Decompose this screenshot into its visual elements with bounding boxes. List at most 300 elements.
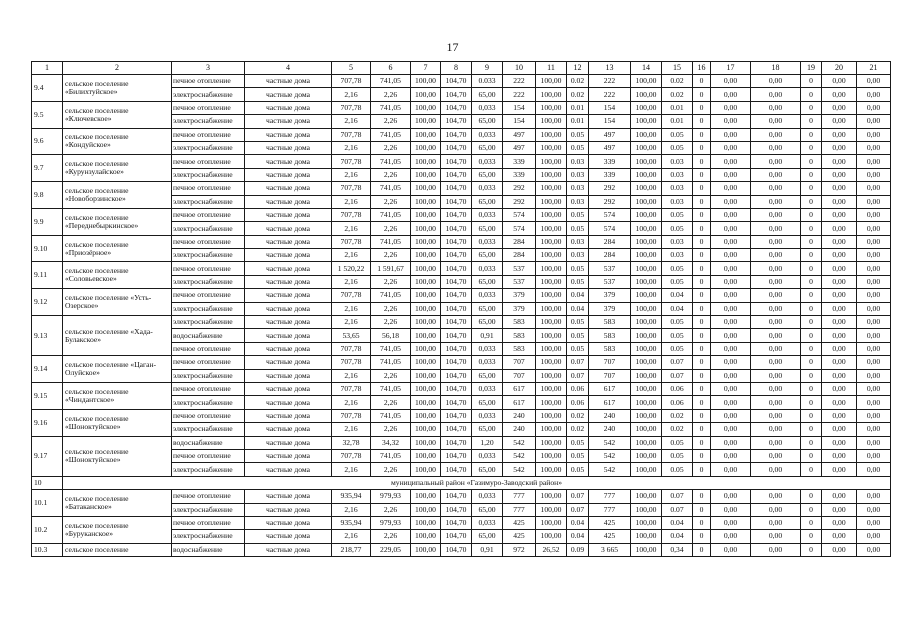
table-cell: 741,05 bbox=[371, 128, 411, 141]
table-cell: 100,00 bbox=[631, 262, 662, 275]
table-cell: 104,70 bbox=[441, 369, 472, 382]
table-cell: частные дома bbox=[245, 329, 332, 342]
settlement-name: сельское поселение «Усть-Озерское» bbox=[63, 289, 172, 316]
table-cell: 104,70 bbox=[441, 262, 472, 275]
table-cell: 0 bbox=[693, 423, 711, 436]
table-cell: 100,00 bbox=[631, 369, 662, 382]
table-cell: 100,00 bbox=[411, 128, 441, 141]
table-cell: 0,00 bbox=[751, 115, 801, 128]
settlement-name: сельское поселение «Кондуйское» bbox=[63, 128, 172, 155]
table-cell: 100,00 bbox=[536, 316, 567, 329]
table-cell: 0 bbox=[693, 503, 711, 516]
table-cell: электроснабжение bbox=[172, 195, 245, 208]
column-header: 20 bbox=[822, 62, 857, 75]
table-cell: 222 bbox=[503, 75, 536, 88]
table-cell: 104,70 bbox=[441, 342, 472, 355]
table-cell: 0.03 bbox=[662, 182, 693, 195]
table-cell: 104,70 bbox=[441, 409, 472, 422]
table-cell: 0 bbox=[801, 530, 822, 543]
table-cell: 292 bbox=[589, 195, 631, 208]
table-cell: 100,00 bbox=[631, 316, 662, 329]
table-cell: 100,00 bbox=[536, 208, 567, 221]
table-cell: 104,70 bbox=[441, 503, 472, 516]
table-cell: 979,93 bbox=[371, 490, 411, 503]
table-cell: 104,70 bbox=[441, 356, 472, 369]
table-cell: 56,18 bbox=[371, 329, 411, 342]
table-cell: 0,00 bbox=[822, 316, 857, 329]
table-cell: 104,70 bbox=[441, 249, 472, 262]
table-cell: 0 bbox=[693, 543, 711, 556]
table-cell: 0 bbox=[801, 449, 822, 462]
table-cell: 741,05 bbox=[371, 235, 411, 248]
table-cell: 0.09 bbox=[567, 543, 589, 556]
table-cell: 292 bbox=[503, 195, 536, 208]
table-cell: 0,00 bbox=[857, 516, 891, 529]
table-cell: частные дома bbox=[245, 195, 332, 208]
table-cell: 0,00 bbox=[857, 543, 891, 556]
table-cell: 2,16 bbox=[332, 369, 371, 382]
table-cell: 104,70 bbox=[441, 168, 472, 181]
table-cell: 104,70 bbox=[441, 101, 472, 114]
table-cell: 707,78 bbox=[332, 342, 371, 355]
table-cell: 104,70 bbox=[441, 155, 472, 168]
table-cell: 0,00 bbox=[751, 155, 801, 168]
table-cell: частные дома bbox=[245, 382, 332, 395]
table-cell: 0,00 bbox=[711, 141, 751, 154]
table-cell: 0 bbox=[693, 155, 711, 168]
table-cell: 0,00 bbox=[711, 329, 751, 342]
table-cell: 0,00 bbox=[751, 168, 801, 181]
table-cell: 0 bbox=[801, 275, 822, 288]
table-cell: 583 bbox=[589, 316, 631, 329]
table-cell: 542 bbox=[589, 463, 631, 476]
table-cell: 104,70 bbox=[441, 490, 472, 503]
table-cell: 0,00 bbox=[822, 168, 857, 181]
table-cell: 542 bbox=[589, 449, 631, 462]
table-cell: 100,00 bbox=[631, 249, 662, 262]
table-cell: 100,00 bbox=[631, 115, 662, 128]
table-cell: 65,00 bbox=[472, 88, 503, 101]
table-cell: 0,00 bbox=[822, 329, 857, 342]
table-cell: 100,00 bbox=[631, 182, 662, 195]
table-cell: 240 bbox=[589, 423, 631, 436]
table-cell: 497 bbox=[589, 141, 631, 154]
table-cell: 104,70 bbox=[441, 449, 472, 462]
table-cell: 0,00 bbox=[857, 168, 891, 181]
table-cell: 100,00 bbox=[411, 249, 441, 262]
table-cell: 0 bbox=[693, 275, 711, 288]
table-cell: частные дома bbox=[245, 449, 332, 462]
table-cell: 100,00 bbox=[631, 235, 662, 248]
table-cell: 65,00 bbox=[472, 530, 503, 543]
table-cell: электроснабжение bbox=[172, 115, 245, 128]
row-index: 10.2 bbox=[32, 516, 63, 543]
table-cell: 0,00 bbox=[751, 195, 801, 208]
table-cell: 65,00 bbox=[472, 396, 503, 409]
table-cell: 583 bbox=[589, 342, 631, 355]
table-cell: 0.05 bbox=[567, 141, 589, 154]
table-cell: 0,00 bbox=[711, 356, 751, 369]
settlement-name: сельское поселение «Буруканское» bbox=[63, 516, 172, 543]
table-cell: 100,00 bbox=[536, 382, 567, 395]
table-cell: 100,00 bbox=[536, 356, 567, 369]
table-cell: 0,00 bbox=[751, 409, 801, 422]
table-cell: 100,00 bbox=[631, 128, 662, 141]
table-cell: 0 bbox=[801, 262, 822, 275]
table-cell: 0 bbox=[801, 182, 822, 195]
table-cell: 0.06 bbox=[567, 382, 589, 395]
table-cell: 2,16 bbox=[332, 396, 371, 409]
table-cell: 0 bbox=[801, 235, 822, 248]
table-cell: 0,00 bbox=[751, 396, 801, 409]
column-header: 6 bbox=[371, 62, 411, 75]
table-cell: 104,70 bbox=[441, 128, 472, 141]
table-cell: 104,70 bbox=[441, 88, 472, 101]
table-cell: 0,00 bbox=[822, 369, 857, 382]
table-cell: 0.03 bbox=[567, 182, 589, 195]
table-cell: 100,00 bbox=[411, 382, 441, 395]
table-cell: частные дома bbox=[245, 168, 332, 181]
table-cell: 0,00 bbox=[711, 490, 751, 503]
table-row bbox=[32, 128, 891, 141]
table-cell: 0.05 bbox=[567, 449, 589, 462]
table-cell: 0,00 bbox=[822, 543, 857, 556]
table-cell: 0,00 bbox=[857, 75, 891, 88]
table-cell: 100,00 bbox=[536, 530, 567, 543]
table-cell: 0 bbox=[693, 168, 711, 181]
table-cell: 0 bbox=[801, 543, 822, 556]
table-cell: 979,93 bbox=[371, 516, 411, 529]
table-cell: 0.03 bbox=[567, 195, 589, 208]
table-cell: 0.07 bbox=[662, 490, 693, 503]
column-header: 15 bbox=[662, 62, 693, 75]
table-cell: 0.01 bbox=[567, 101, 589, 114]
settlement-name: сельское поселение «Шоноктуйское» bbox=[63, 409, 172, 436]
table-cell: 0.05 bbox=[567, 463, 589, 476]
table-cell: 379 bbox=[503, 289, 536, 302]
table-cell: 0.05 bbox=[662, 436, 693, 449]
table-cell: 104,70 bbox=[441, 543, 472, 556]
table-cell: 100,00 bbox=[536, 449, 567, 462]
table-cell: 100,00 bbox=[411, 543, 441, 556]
table-cell: 100,00 bbox=[631, 530, 662, 543]
table-cell: 0.02 bbox=[567, 423, 589, 436]
table-cell: 0 bbox=[693, 249, 711, 262]
table-cell: 0.05 bbox=[567, 275, 589, 288]
table-cell: 707,78 bbox=[332, 449, 371, 462]
column-header: 11 bbox=[536, 62, 567, 75]
table-cell: 0.05 bbox=[567, 342, 589, 355]
table-cell: 537 bbox=[503, 262, 536, 275]
table-cell: 0,00 bbox=[751, 463, 801, 476]
table-cell: 707,78 bbox=[332, 409, 371, 422]
table-cell: 741,05 bbox=[371, 289, 411, 302]
table-cell: 0,00 bbox=[822, 262, 857, 275]
table-cell: 100,00 bbox=[411, 316, 441, 329]
table-cell: частные дома bbox=[245, 128, 332, 141]
table-cell: 0,00 bbox=[751, 342, 801, 355]
table-cell: 2,16 bbox=[332, 423, 371, 436]
table-cell: 0.03 bbox=[567, 168, 589, 181]
table-cell: 0,00 bbox=[857, 530, 891, 543]
table-cell: 1 520,22 bbox=[332, 262, 371, 275]
table-cell: 100,00 bbox=[536, 262, 567, 275]
settlement-name: сельское поселение «Ключевское» bbox=[63, 101, 172, 128]
settlement-name: сельское поселение «Билихтуйское» bbox=[63, 75, 172, 102]
table-cell: 0.05 bbox=[567, 208, 589, 221]
table-cell: 0 bbox=[801, 329, 822, 342]
table-cell: 0.03 bbox=[662, 249, 693, 262]
table-cell: 537 bbox=[503, 275, 536, 288]
table-cell: печное отопление bbox=[172, 75, 245, 88]
table-cell: 0.07 bbox=[662, 503, 693, 516]
table-cell: 104,70 bbox=[441, 302, 472, 315]
table-cell: 104,70 bbox=[441, 329, 472, 342]
table-cell: 229,05 bbox=[371, 543, 411, 556]
table-cell: 2,26 bbox=[371, 530, 411, 543]
table-cell: 0 bbox=[693, 222, 711, 235]
table-cell: 284 bbox=[503, 235, 536, 248]
settlement-name: сельское поселение «Шоноктуйское» bbox=[63, 436, 172, 476]
table-cell: 0 bbox=[693, 530, 711, 543]
table-cell: 777 bbox=[503, 490, 536, 503]
table-cell: 104,70 bbox=[441, 530, 472, 543]
table-cell: электроснабжение bbox=[172, 275, 245, 288]
table-cell: 0,033 bbox=[472, 449, 503, 462]
table-row bbox=[32, 490, 891, 503]
table-cell: 65,00 bbox=[472, 195, 503, 208]
table-cell: частные дома bbox=[245, 141, 332, 154]
table-cell: 104,70 bbox=[441, 516, 472, 529]
table-cell: частные дома bbox=[245, 503, 332, 516]
table-cell: 100,00 bbox=[411, 75, 441, 88]
table-cell: 0.01 bbox=[662, 101, 693, 114]
table-cell: 100,00 bbox=[536, 369, 567, 382]
table-cell: 100,00 bbox=[536, 409, 567, 422]
column-header: 17 bbox=[711, 62, 751, 75]
table-cell: печное отопление bbox=[172, 262, 245, 275]
table-cell: 574 bbox=[589, 208, 631, 221]
table-cell: печное отопление bbox=[172, 516, 245, 529]
table-cell: 0 bbox=[693, 88, 711, 101]
table-cell: 154 bbox=[589, 115, 631, 128]
column-header: 16 bbox=[693, 62, 711, 75]
table-cell: 100,00 bbox=[411, 275, 441, 288]
table-cell: 100,00 bbox=[411, 262, 441, 275]
table-cell: 0.03 bbox=[662, 168, 693, 181]
table-cell: 0,00 bbox=[822, 436, 857, 449]
table-cell: 0.07 bbox=[567, 503, 589, 516]
table-cell: печное отопление bbox=[172, 182, 245, 195]
table-cell: 100,00 bbox=[536, 396, 567, 409]
table-cell: 104,70 bbox=[441, 235, 472, 248]
table-cell: 0,00 bbox=[751, 101, 801, 114]
column-header: 19 bbox=[801, 62, 822, 75]
table-cell: частные дома bbox=[245, 423, 332, 436]
column-header: 1 bbox=[32, 62, 63, 75]
settlement-name: сельское поселение «Переднебыркинское» bbox=[63, 208, 172, 235]
table-cell: печное отопление bbox=[172, 356, 245, 369]
table-cell: 104,70 bbox=[441, 423, 472, 436]
table-cell: 0 bbox=[693, 329, 711, 342]
table-cell: 0,00 bbox=[857, 382, 891, 395]
table-cell: 707,78 bbox=[332, 155, 371, 168]
table-cell: 0 bbox=[801, 75, 822, 88]
table-cell: 100,00 bbox=[536, 516, 567, 529]
table-cell: 100,00 bbox=[536, 289, 567, 302]
table-cell: 0,033 bbox=[472, 356, 503, 369]
table-cell: 100,00 bbox=[631, 449, 662, 462]
table-cell: 0,00 bbox=[711, 369, 751, 382]
table-cell: 0,00 bbox=[751, 503, 801, 516]
table-cell: 0,00 bbox=[822, 356, 857, 369]
table-cell: 0,00 bbox=[857, 249, 891, 262]
header-row bbox=[32, 62, 891, 75]
column-header: 4 bbox=[245, 62, 332, 75]
table-cell: водоснабжение bbox=[172, 329, 245, 342]
table-cell: 497 bbox=[503, 141, 536, 154]
table-cell: 0 bbox=[801, 208, 822, 221]
table-cell: 65,00 bbox=[472, 423, 503, 436]
column-header: 3 bbox=[172, 62, 245, 75]
table-cell: 542 bbox=[503, 449, 536, 462]
table-cell: 0 bbox=[801, 503, 822, 516]
table-cell: 425 bbox=[589, 530, 631, 543]
row-index: 9.10 bbox=[32, 235, 63, 262]
table-cell: 222 bbox=[589, 75, 631, 88]
table-cell: 0 bbox=[801, 382, 822, 395]
table-cell: 0.04 bbox=[662, 516, 693, 529]
district-label: муниципальный район «Газимуро-Заводский район» bbox=[63, 476, 891, 489]
table-cell: 0,00 bbox=[711, 409, 751, 422]
table-cell: 583 bbox=[503, 316, 536, 329]
table-cell: частные дома bbox=[245, 316, 332, 329]
table-cell: 0.05 bbox=[567, 436, 589, 449]
table-cell: 100,00 bbox=[631, 382, 662, 395]
table-row bbox=[32, 436, 891, 449]
table-cell: 2,16 bbox=[332, 141, 371, 154]
table-cell: 0,00 bbox=[857, 88, 891, 101]
table-cell: 100,00 bbox=[411, 88, 441, 101]
table-row bbox=[32, 382, 891, 395]
column-header: 18 bbox=[751, 62, 801, 75]
table-cell: 741,05 bbox=[371, 101, 411, 114]
table-cell: 2,26 bbox=[371, 115, 411, 128]
table-cell: 497 bbox=[503, 128, 536, 141]
table-cell: 34,32 bbox=[371, 436, 411, 449]
table-cell: 65,00 bbox=[472, 316, 503, 329]
table-cell: водоснабжение bbox=[172, 543, 245, 556]
table-cell: 0 bbox=[801, 155, 822, 168]
table-cell: 777 bbox=[589, 503, 631, 516]
table-cell: 583 bbox=[503, 342, 536, 355]
table-cell: 497 bbox=[589, 128, 631, 141]
table-cell: 0.07 bbox=[567, 356, 589, 369]
table-cell: 0.07 bbox=[662, 369, 693, 382]
table-cell: 0,00 bbox=[751, 88, 801, 101]
table-cell: 0,00 bbox=[857, 182, 891, 195]
table-cell: 379 bbox=[589, 302, 631, 315]
row-index: 9.9 bbox=[32, 208, 63, 235]
row-index: 9.16 bbox=[32, 409, 63, 436]
table-cell: 0,00 bbox=[857, 141, 891, 154]
table-cell: 100,00 bbox=[631, 275, 662, 288]
table-cell: 284 bbox=[589, 249, 631, 262]
table-cell: 2,26 bbox=[371, 423, 411, 436]
table-cell: 0,00 bbox=[857, 369, 891, 382]
table-cell: 0,00 bbox=[751, 449, 801, 462]
table-cell: 339 bbox=[589, 155, 631, 168]
table-cell: 0.03 bbox=[567, 235, 589, 248]
row-index: 9.12 bbox=[32, 289, 63, 316]
table-cell: 707 bbox=[589, 356, 631, 369]
table-cell: 0,00 bbox=[711, 182, 751, 195]
table-cell: 0,00 bbox=[822, 289, 857, 302]
table-cell: 292 bbox=[503, 182, 536, 195]
table-cell: 0.07 bbox=[662, 356, 693, 369]
table-cell: 65,00 bbox=[472, 249, 503, 262]
table-cell: 100,00 bbox=[631, 141, 662, 154]
table-cell: 0.04 bbox=[662, 530, 693, 543]
table-cell: 0 bbox=[693, 369, 711, 382]
table-cell: 0.06 bbox=[567, 396, 589, 409]
table-cell: 0,00 bbox=[822, 463, 857, 476]
table-cell: 0,00 bbox=[751, 516, 801, 529]
table-cell: 0,00 bbox=[857, 436, 891, 449]
table-cell: 537 bbox=[589, 275, 631, 288]
table-cell: частные дома bbox=[245, 249, 332, 262]
table-cell: 0,00 bbox=[857, 342, 891, 355]
table-cell: 100,00 bbox=[536, 101, 567, 114]
table-cell: 0,00 bbox=[857, 316, 891, 329]
table-cell: 0,00 bbox=[822, 382, 857, 395]
table-cell: 0 bbox=[693, 516, 711, 529]
settlement-name: сельское поселение «Приозёрное» bbox=[63, 235, 172, 262]
table-cell: 1 591,67 bbox=[371, 262, 411, 275]
table-cell: электроснабжение bbox=[172, 302, 245, 315]
table-cell: 707,78 bbox=[332, 208, 371, 221]
table-cell: 0,00 bbox=[751, 235, 801, 248]
table-cell: 0.05 bbox=[567, 262, 589, 275]
table-cell: 65,00 bbox=[472, 463, 503, 476]
table-cell: 537 bbox=[589, 262, 631, 275]
table-row bbox=[32, 543, 891, 556]
table-cell: 741,05 bbox=[371, 155, 411, 168]
table-cell: 0,00 bbox=[857, 128, 891, 141]
table-cell: 0,34 bbox=[662, 543, 693, 556]
table-cell: 0.07 bbox=[567, 490, 589, 503]
table-cell: 0 bbox=[693, 75, 711, 88]
table-cell: частные дома bbox=[245, 409, 332, 422]
table-cell: 2,26 bbox=[371, 369, 411, 382]
table-cell: печное отопление bbox=[172, 289, 245, 302]
table-cell: 0 bbox=[801, 195, 822, 208]
table-cell: 0.033 bbox=[472, 75, 503, 88]
table-cell: 0,00 bbox=[751, 530, 801, 543]
table-cell: 0.06 bbox=[662, 396, 693, 409]
table-cell: 0,00 bbox=[857, 449, 891, 462]
table-cell: 707,78 bbox=[332, 75, 371, 88]
table-cell: частные дома bbox=[245, 222, 332, 235]
table-cell: 0,033 bbox=[472, 490, 503, 503]
table-cell: 0.01 bbox=[567, 115, 589, 128]
table-cell: 0.07 bbox=[567, 369, 589, 382]
table-cell: 0,033 bbox=[472, 516, 503, 529]
table-cell: 0 bbox=[801, 302, 822, 315]
table-cell: 284 bbox=[503, 249, 536, 262]
table-cell: 0 bbox=[801, 342, 822, 355]
table-cell: 100,00 bbox=[411, 342, 441, 355]
